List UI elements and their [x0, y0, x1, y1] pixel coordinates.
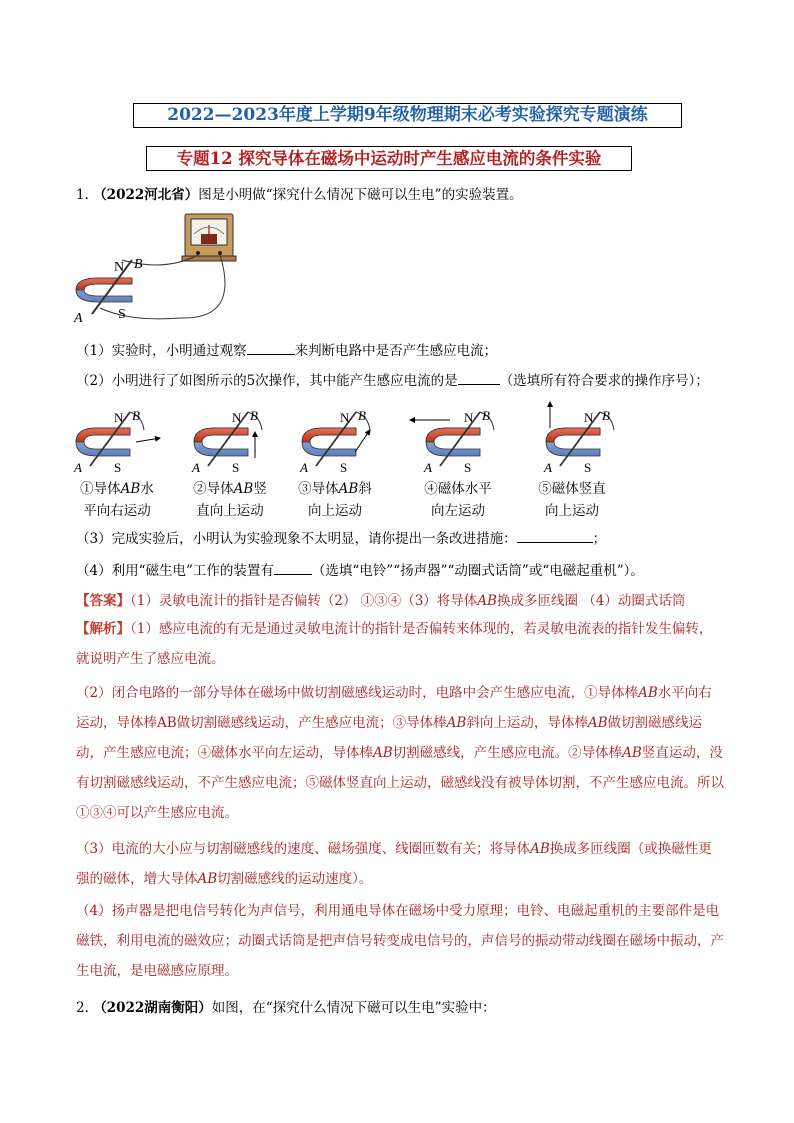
- svg-text:S: S: [114, 460, 122, 475]
- analysis-1-text: （1）感应电流的有无是通过灵敏电流计的指针是否偏转来体现的，若灵敏电流表的指针发生偏转，就说明产生了感应电流。: [76, 621, 713, 667]
- answer-tag: 【答案】: [76, 593, 130, 609]
- arrow-right-icon: [136, 438, 160, 442]
- sub-question-2: [76, 370, 709, 391]
- operation-diagram-5: [543, 408, 614, 475]
- sub-question-3-text-b: ；: [592, 531, 607, 547]
- operation-caption-1: ①导体AB水 平向右运动: [80, 481, 154, 519]
- operation-diagram-4: [423, 408, 494, 475]
- svg-text:A: A: [74, 460, 82, 475]
- operation-caption-5: ⑤磁体竖直 向上运动: [538, 481, 606, 519]
- question-text: 图是小明做“探究什么情况下磁可以生电”的实验装置。: [198, 187, 523, 203]
- label-a: A: [74, 311, 83, 326]
- analysis-4-text: （4）扬声器是把电信号转化为声信号，利用通电导体在磁场中受力原理；电铃、电磁起重机的主要部件是电磁铁，利用电流的磁效应；动圈式话筒是把声信号转变成电信号的，声信号的振动带动线圈在磁场中振动，产生电流，是电磁感应原理。: [76, 903, 724, 979]
- sub-question-4: [76, 560, 644, 581]
- answer-blank[interactable]: [517, 528, 593, 543]
- answer-text-b: 换成多匝线圈 （4）动圈式话筒: [496, 593, 686, 609]
- sub-question-1-text-b: 来判断电路中是否产生感应电流；: [294, 343, 498, 359]
- svg-text:N: N: [114, 410, 124, 425]
- operation-caption-2: ②导体AB竖 直向上运动: [193, 481, 267, 519]
- document-subtitle: 专题12 探究导体在磁场中运动时产生感应电流的条件实验: [146, 146, 632, 171]
- sub-question-2-text-a: （2）小明进行了如图所示的5次操作，其中能产生感应电流的是: [76, 373, 458, 389]
- operation-caption-3: ③导体AB斜 向上运动: [298, 481, 372, 519]
- label-s: S: [118, 307, 126, 322]
- operation-diagram-3: [299, 408, 370, 475]
- document-title: 2022—2023年度上学期9年级物理期末必考实验探究专题演练: [133, 103, 682, 128]
- sub-question-2-text-b: （选填所有符合要求的操作序号）；: [499, 373, 709, 389]
- sub-question-1-text-a: （1）实验时，小明通过观察: [76, 343, 247, 359]
- analysis-2: （2）闭合电路的一部分导体在磁场中做切割磁感线运动时，电路中会产生感应电流，①导体棒AB水平向右运动，导体棒AB做切割磁感线运动，产生感应电流；③导体棒AB斜向上运动，导体棒AB做切割磁感线运动，产生感应电流；④磁体水平向左运动，导体棒AB切割磁感线，产生感应电流。②导体棒AB竖直运动，没有切割磁感线运动，不产生感应电流；⑤磁体竖直向上运动，磁感线没有被导体切割，不产生感应电流。所以①③④可以产生感应电流。: [76, 685, 724, 821]
- arrow-diagonal-icon: [355, 430, 370, 452]
- analysis-tag: 【解析】: [76, 621, 130, 637]
- operation-diagram-2: [191, 408, 262, 475]
- question-source: （2022河北省）: [93, 187, 199, 203]
- label-b: B: [134, 257, 143, 272]
- answer-line: 【答案】（1）灵敏电流计的指针是否偏转（2） ①③④（3）将导体AB换成多匝线圈 （4）动圈式话筒: [76, 593, 686, 609]
- answer-blank[interactable]: [247, 340, 295, 355]
- analysis-4: [76, 896, 724, 986]
- apparatus-figure: [70, 210, 250, 330]
- analysis-3: （3）电流的大小应与切割磁感线的速度、磁场强度、线圈匝数有关；将导体AB换成多匝线圈（或换磁性更强的磁体，增大导体AB切割磁感线的运动速度）。: [76, 841, 712, 887]
- sub-question-4-text-b: （选填“电铃”“扬声器”“动圈式话筒”或“电磁起重机”）。: [311, 563, 644, 579]
- operations-figure: [70, 400, 720, 475]
- analysis-1: [76, 614, 724, 674]
- svg-text:B: B: [132, 408, 140, 423]
- question-number: 1.: [76, 187, 89, 203]
- answer-blank[interactable]: [274, 560, 312, 575]
- galvanometer-icon: [182, 214, 236, 261]
- question-text: 如图，在“探究什么情况下磁可以生电”实验中：: [211, 1000, 496, 1016]
- sub-question-3-text-a: （3）完成实验后，小明认为实验现象不太明显，请你提出一条改进措施：: [76, 531, 517, 547]
- label-n: N: [114, 260, 125, 275]
- sub-question-4-text-a: （4）利用“磁生电”工作的装置有: [76, 563, 274, 579]
- sub-question-3: [76, 528, 606, 549]
- sub-question-1: [76, 340, 497, 361]
- operation-diagram-1: [73, 408, 144, 475]
- answer-text-a: （1）灵敏电流计的指针是否偏转（2） ①③④（3）将导体: [130, 593, 478, 609]
- conductor-ab: [92, 260, 132, 314]
- answer-blank[interactable]: [458, 370, 500, 385]
- question-source: （2022湖南衡阳）: [93, 1000, 212, 1016]
- question-number: 2.: [76, 1000, 89, 1016]
- operation-caption-4: ④磁体水平 向左运动: [424, 481, 492, 519]
- question-1-stem: [76, 185, 523, 205]
- question-2-stem: [76, 998, 496, 1018]
